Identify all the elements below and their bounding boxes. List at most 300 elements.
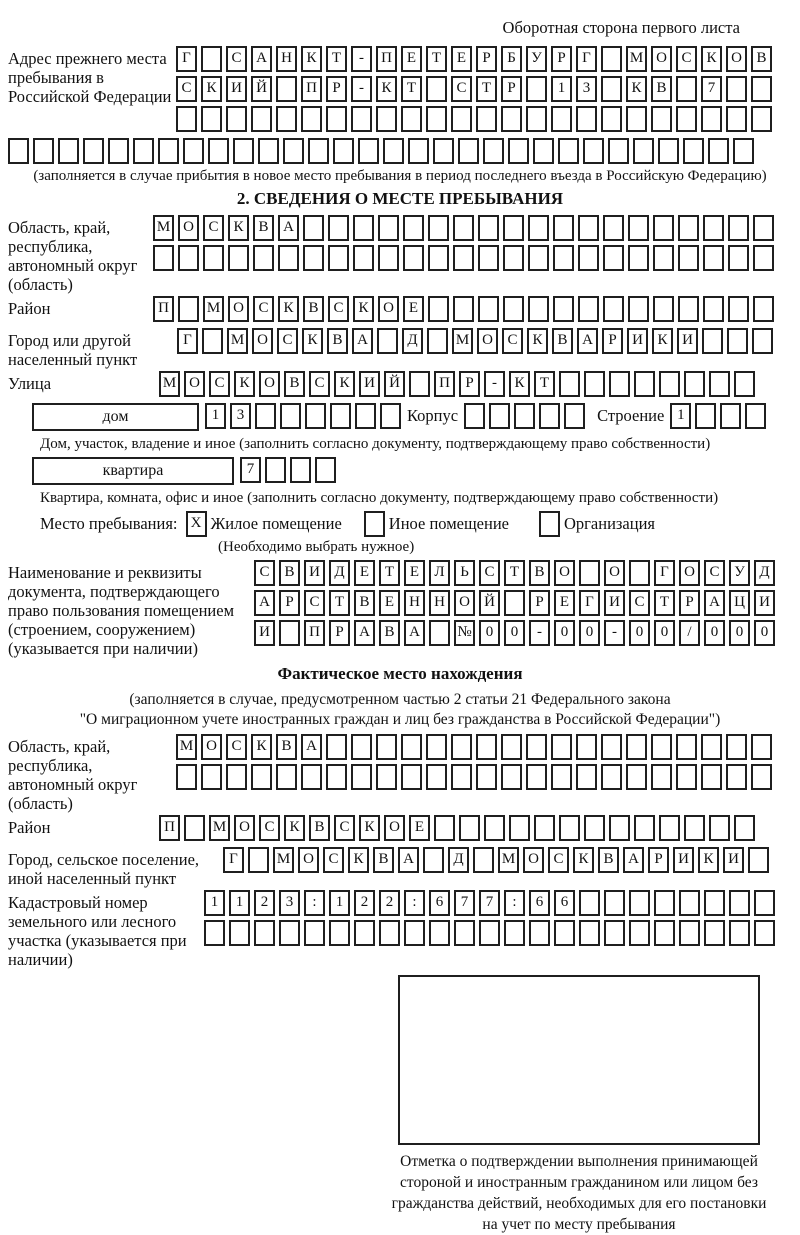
char-cell[interactable]: А <box>577 328 598 354</box>
char-cell[interactable]: 0 <box>629 620 650 646</box>
char-cell[interactable] <box>653 215 674 241</box>
char-cell[interactable]: О <box>228 296 249 322</box>
char-cell[interactable]: У <box>526 46 547 72</box>
char-cell[interactable]: О <box>554 560 575 586</box>
char-cell[interactable] <box>153 245 174 271</box>
char-cell[interactable] <box>678 245 699 271</box>
char-cell[interactable] <box>176 764 197 790</box>
char-cell[interactable] <box>504 920 525 946</box>
char-cell[interactable]: И <box>673 847 694 873</box>
char-cell[interactable] <box>315 457 336 483</box>
char-cell[interactable] <box>328 215 349 241</box>
char-cell[interactable]: Т <box>326 46 347 72</box>
char-cell[interactable] <box>704 920 725 946</box>
char-cell[interactable]: С <box>209 371 230 397</box>
char-cell[interactable] <box>709 815 730 841</box>
char-cell[interactable]: Р <box>529 590 550 616</box>
char-cell[interactable] <box>276 764 297 790</box>
char-cell[interactable]: Д <box>402 328 423 354</box>
char-cell[interactable]: Е <box>354 560 375 586</box>
char-cell[interactable] <box>376 764 397 790</box>
char-cell[interactable]: К <box>334 371 355 397</box>
char-cell[interactable] <box>754 920 775 946</box>
char-cell[interactable] <box>453 245 474 271</box>
char-cell[interactable] <box>290 457 311 483</box>
char-cell[interactable] <box>634 815 655 841</box>
char-cell[interactable] <box>329 920 350 946</box>
char-cell[interactable] <box>401 734 422 760</box>
char-cell[interactable] <box>653 296 674 322</box>
char-cell[interactable] <box>654 920 675 946</box>
char-cell[interactable]: Е <box>401 46 422 72</box>
char-cell[interactable]: Р <box>602 328 623 354</box>
char-cell[interactable] <box>651 734 672 760</box>
char-cell[interactable] <box>201 46 222 72</box>
char-cell[interactable] <box>202 328 223 354</box>
char-cell[interactable]: А <box>704 590 725 616</box>
char-cell[interactable] <box>609 815 630 841</box>
char-cell[interactable] <box>333 138 354 164</box>
char-cell[interactable]: 2 <box>354 890 375 916</box>
char-cell[interactable] <box>629 920 650 946</box>
char-cell[interactable] <box>601 46 622 72</box>
char-cell[interactable] <box>426 764 447 790</box>
char-cell[interactable] <box>403 245 424 271</box>
char-cell[interactable]: К <box>698 847 719 873</box>
char-cell[interactable] <box>629 890 650 916</box>
char-cell[interactable]: М <box>452 328 473 354</box>
char-cell[interactable]: : <box>504 890 525 916</box>
char-cell[interactable] <box>178 296 199 322</box>
char-cell[interactable] <box>604 920 625 946</box>
char-cell[interactable]: Р <box>679 590 700 616</box>
char-cell[interactable] <box>509 815 530 841</box>
char-cell[interactable]: М <box>153 215 174 241</box>
char-cell[interactable] <box>684 815 705 841</box>
char-cell[interactable]: Р <box>551 46 572 72</box>
char-cell[interactable]: Е <box>451 46 472 72</box>
char-cell[interactable] <box>478 245 499 271</box>
char-cell[interactable]: Р <box>648 847 669 873</box>
char-cell[interactable] <box>727 328 748 354</box>
char-cell[interactable] <box>533 138 554 164</box>
char-cell[interactable]: К <box>376 76 397 102</box>
char-cell[interactable] <box>626 106 647 132</box>
char-cell[interactable]: Т <box>654 590 675 616</box>
char-cell[interactable] <box>559 815 580 841</box>
char-cell[interactable] <box>526 764 547 790</box>
char-cell[interactable] <box>429 920 450 946</box>
char-cell[interactable]: Ц <box>729 590 750 616</box>
char-cell[interactable]: И <box>677 328 698 354</box>
char-cell[interactable] <box>753 296 774 322</box>
char-cell[interactable]: Г <box>177 328 198 354</box>
char-cell[interactable]: Н <box>276 46 297 72</box>
char-cell[interactable]: 0 <box>554 620 575 646</box>
char-cell[interactable]: Б <box>501 46 522 72</box>
char-cell[interactable]: Т <box>401 76 422 102</box>
char-cell[interactable]: 1 <box>205 403 226 429</box>
char-cell[interactable]: А <box>352 328 373 354</box>
char-cell[interactable] <box>503 215 524 241</box>
stay-option-residential-checkbox[interactable] <box>186 511 211 537</box>
char-cell[interactable] <box>304 920 325 946</box>
char-cell[interactable]: М <box>273 847 294 873</box>
char-cell[interactable]: 7 <box>454 890 475 916</box>
char-cell[interactable] <box>583 138 604 164</box>
char-cell[interactable]: 0 <box>729 620 750 646</box>
char-cell[interactable] <box>703 245 724 271</box>
char-cell[interactable] <box>528 296 549 322</box>
char-cell[interactable] <box>354 920 375 946</box>
stay-option-other-checkbox[interactable] <box>364 511 389 537</box>
char-cell[interactable]: К <box>626 76 647 102</box>
char-cell[interactable] <box>58 138 79 164</box>
char-cell[interactable]: И <box>604 590 625 616</box>
char-cell[interactable] <box>464 403 485 429</box>
char-cell[interactable]: Ь <box>454 560 475 586</box>
char-cell[interactable] <box>251 106 272 132</box>
char-cell[interactable]: С <box>479 560 500 586</box>
char-cell[interactable] <box>679 920 700 946</box>
char-cell[interactable]: С <box>629 590 650 616</box>
char-cell[interactable] <box>353 215 374 241</box>
char-cell[interactable]: А <box>251 46 272 72</box>
char-cell[interactable]: 0 <box>504 620 525 646</box>
char-cell[interactable] <box>476 106 497 132</box>
char-cell[interactable] <box>255 403 276 429</box>
char-cell[interactable] <box>254 920 275 946</box>
char-cell[interactable]: Д <box>329 560 350 586</box>
char-cell[interactable]: Е <box>379 590 400 616</box>
char-cell[interactable]: С <box>451 76 472 102</box>
char-cell[interactable]: В <box>529 560 550 586</box>
char-cell[interactable] <box>578 245 599 271</box>
char-cell[interactable] <box>683 138 704 164</box>
char-cell[interactable] <box>751 764 772 790</box>
char-cell[interactable] <box>458 138 479 164</box>
char-cell[interactable] <box>508 138 529 164</box>
char-cell[interactable] <box>634 371 655 397</box>
char-cell[interactable]: 3 <box>279 890 300 916</box>
char-cell[interactable] <box>534 815 555 841</box>
char-cell[interactable]: Р <box>329 620 350 646</box>
char-cell[interactable] <box>278 245 299 271</box>
char-cell[interactable]: Й <box>479 590 500 616</box>
char-cell[interactable] <box>378 245 399 271</box>
char-cell[interactable]: С <box>203 215 224 241</box>
char-cell[interactable] <box>628 296 649 322</box>
char-cell[interactable] <box>351 106 372 132</box>
char-cell[interactable] <box>308 138 329 164</box>
char-cell[interactable]: В <box>751 46 772 72</box>
char-cell[interactable]: - <box>351 76 372 102</box>
char-cell[interactable] <box>728 296 749 322</box>
char-cell[interactable]: 0 <box>654 620 675 646</box>
char-cell[interactable] <box>208 138 229 164</box>
char-cell[interactable] <box>726 734 747 760</box>
char-cell[interactable]: О <box>454 590 475 616</box>
char-cell[interactable] <box>433 138 454 164</box>
char-cell[interactable] <box>584 815 605 841</box>
char-cell[interactable] <box>726 76 747 102</box>
char-cell[interactable]: П <box>159 815 180 841</box>
char-cell[interactable] <box>376 106 397 132</box>
char-cell[interactable] <box>305 403 326 429</box>
char-cell[interactable] <box>383 138 404 164</box>
char-cell[interactable] <box>726 764 747 790</box>
char-cell[interactable] <box>326 734 347 760</box>
char-cell[interactable] <box>364 511 385 537</box>
char-cell[interactable]: 7 <box>240 457 261 483</box>
char-cell[interactable] <box>377 328 398 354</box>
char-cell[interactable] <box>380 403 401 429</box>
char-cell[interactable] <box>476 734 497 760</box>
char-cell[interactable] <box>526 734 547 760</box>
char-cell[interactable]: М <box>498 847 519 873</box>
char-cell[interactable] <box>258 138 279 164</box>
char-cell[interactable]: О <box>259 371 280 397</box>
char-cell[interactable] <box>579 560 600 586</box>
char-cell[interactable] <box>378 215 399 241</box>
char-cell[interactable] <box>201 106 222 132</box>
char-cell[interactable] <box>204 920 225 946</box>
char-cell[interactable]: М <box>203 296 224 322</box>
char-cell[interactable] <box>403 215 424 241</box>
char-cell[interactable]: 1 <box>551 76 572 102</box>
char-cell[interactable]: 1 <box>229 890 250 916</box>
char-cell[interactable]: И <box>226 76 247 102</box>
char-cell[interactable] <box>528 245 549 271</box>
char-cell[interactable] <box>428 296 449 322</box>
char-cell[interactable] <box>578 215 599 241</box>
char-cell[interactable]: К <box>573 847 594 873</box>
char-cell[interactable]: О <box>184 371 205 397</box>
char-cell[interactable] <box>303 245 324 271</box>
char-cell[interactable] <box>628 215 649 241</box>
char-cell[interactable]: - <box>351 46 372 72</box>
char-cell[interactable] <box>676 764 697 790</box>
char-cell[interactable] <box>703 215 724 241</box>
char-cell[interactable] <box>133 138 154 164</box>
char-cell[interactable] <box>603 245 624 271</box>
char-cell[interactable]: С <box>226 46 247 72</box>
char-cell[interactable]: Г <box>654 560 675 586</box>
char-cell[interactable] <box>609 371 630 397</box>
char-cell[interactable] <box>226 106 247 132</box>
char-cell[interactable] <box>628 245 649 271</box>
char-cell[interactable] <box>529 920 550 946</box>
char-cell[interactable] <box>526 76 547 102</box>
char-cell[interactable]: Р <box>501 76 522 102</box>
char-cell[interactable]: В <box>276 734 297 760</box>
char-cell[interactable] <box>752 328 773 354</box>
char-cell[interactable] <box>423 847 444 873</box>
char-cell[interactable] <box>726 106 747 132</box>
char-cell[interactable]: Е <box>409 815 430 841</box>
char-cell[interactable] <box>358 138 379 164</box>
char-cell[interactable]: И <box>304 560 325 586</box>
char-cell[interactable] <box>401 106 422 132</box>
char-cell[interactable] <box>539 403 560 429</box>
char-cell[interactable] <box>659 371 680 397</box>
char-cell[interactable]: И <box>627 328 648 354</box>
char-cell[interactable] <box>483 138 504 164</box>
char-cell[interactable]: 1 <box>670 403 691 429</box>
char-cell[interactable]: Т <box>534 371 555 397</box>
char-cell[interactable] <box>353 245 374 271</box>
char-cell[interactable]: О <box>604 560 625 586</box>
char-cell[interactable]: О <box>477 328 498 354</box>
char-cell[interactable] <box>633 138 654 164</box>
char-cell[interactable]: Л <box>429 560 450 586</box>
char-cell[interactable] <box>429 620 450 646</box>
char-cell[interactable] <box>701 734 722 760</box>
char-cell[interactable]: Т <box>504 560 525 586</box>
char-cell[interactable] <box>501 106 522 132</box>
char-cell[interactable]: С <box>676 46 697 72</box>
char-cell[interactable] <box>226 764 247 790</box>
char-cell[interactable] <box>451 106 472 132</box>
char-cell[interactable]: 0 <box>479 620 500 646</box>
char-cell[interactable] <box>626 764 647 790</box>
char-cell[interactable] <box>351 764 372 790</box>
char-cell[interactable]: В <box>354 590 375 616</box>
char-cell[interactable]: 2 <box>379 890 400 916</box>
char-cell[interactable]: М <box>209 815 230 841</box>
char-cell[interactable]: К <box>251 734 272 760</box>
char-cell[interactable]: - <box>529 620 550 646</box>
char-cell[interactable] <box>734 371 755 397</box>
char-cell[interactable] <box>426 734 447 760</box>
char-cell[interactable]: П <box>301 76 322 102</box>
char-cell[interactable] <box>451 734 472 760</box>
char-cell[interactable] <box>601 106 622 132</box>
char-cell[interactable] <box>478 215 499 241</box>
char-cell[interactable] <box>551 764 572 790</box>
char-cell[interactable]: А <box>254 590 275 616</box>
char-cell[interactable]: Г <box>579 590 600 616</box>
char-cell[interactable]: 7 <box>479 890 500 916</box>
char-cell[interactable] <box>701 106 722 132</box>
char-cell[interactable]: Р <box>459 371 480 397</box>
char-cell[interactable]: А <box>301 734 322 760</box>
char-cell[interactable]: О <box>234 815 255 841</box>
char-cell[interactable]: / <box>679 620 700 646</box>
char-cell[interactable] <box>303 215 324 241</box>
char-cell[interactable]: О <box>384 815 405 841</box>
char-cell[interactable] <box>553 215 574 241</box>
char-cell[interactable]: Е <box>554 590 575 616</box>
char-cell[interactable]: М <box>176 734 197 760</box>
char-cell[interactable]: К <box>701 46 722 72</box>
char-cell[interactable]: Н <box>404 590 425 616</box>
char-cell[interactable]: Й <box>251 76 272 102</box>
char-cell[interactable] <box>178 245 199 271</box>
char-cell[interactable]: Т <box>426 46 447 72</box>
char-cell[interactable] <box>703 296 724 322</box>
char-cell[interactable]: П <box>153 296 174 322</box>
char-cell[interactable]: В <box>279 560 300 586</box>
char-cell[interactable] <box>526 106 547 132</box>
char-cell[interactable]: Г <box>176 46 197 72</box>
char-cell[interactable] <box>459 815 480 841</box>
char-cell[interactable] <box>514 403 535 429</box>
char-cell[interactable]: О <box>378 296 399 322</box>
char-cell[interactable]: Т <box>476 76 497 102</box>
char-cell[interactable] <box>753 215 774 241</box>
char-cell[interactable] <box>658 138 679 164</box>
char-cell[interactable] <box>626 734 647 760</box>
char-cell[interactable] <box>576 764 597 790</box>
char-cell[interactable]: Е <box>404 560 425 586</box>
char-cell[interactable] <box>678 296 699 322</box>
char-cell[interactable]: С <box>254 560 275 586</box>
char-cell[interactable] <box>453 215 474 241</box>
char-cell[interactable]: 6 <box>529 890 550 916</box>
char-cell[interactable] <box>453 296 474 322</box>
char-cell[interactable] <box>408 138 429 164</box>
char-cell[interactable] <box>489 403 510 429</box>
char-cell[interactable] <box>601 76 622 102</box>
char-cell[interactable] <box>676 734 697 760</box>
char-cell[interactable]: П <box>304 620 325 646</box>
char-cell[interactable]: У <box>729 560 750 586</box>
char-cell[interactable] <box>564 403 585 429</box>
char-cell[interactable] <box>355 403 376 429</box>
char-cell[interactable] <box>559 371 580 397</box>
char-cell[interactable] <box>601 764 622 790</box>
char-cell[interactable] <box>551 106 572 132</box>
char-cell[interactable] <box>604 890 625 916</box>
char-cell[interactable]: О <box>651 46 672 72</box>
char-cell[interactable]: № <box>454 620 475 646</box>
char-cell[interactable] <box>409 371 430 397</box>
char-cell[interactable]: К <box>353 296 374 322</box>
char-cell[interactable]: И <box>723 847 744 873</box>
char-cell[interactable]: 3 <box>230 403 251 429</box>
char-cell[interactable] <box>301 106 322 132</box>
char-cell[interactable]: О <box>201 734 222 760</box>
char-cell[interactable]: К <box>278 296 299 322</box>
char-cell[interactable] <box>184 815 205 841</box>
char-cell[interactable]: Р <box>279 590 300 616</box>
char-cell[interactable]: К <box>284 815 305 841</box>
char-cell[interactable]: К <box>301 46 322 72</box>
char-cell[interactable]: В <box>651 76 672 102</box>
char-cell[interactable]: 7 <box>701 76 722 102</box>
char-cell[interactable] <box>83 138 104 164</box>
char-cell[interactable] <box>554 920 575 946</box>
char-cell[interactable]: П <box>434 371 455 397</box>
char-cell[interactable]: В <box>598 847 619 873</box>
char-cell[interactable]: 6 <box>429 890 450 916</box>
char-cell[interactable] <box>704 890 725 916</box>
char-cell[interactable]: И <box>754 590 775 616</box>
char-cell[interactable] <box>558 138 579 164</box>
char-cell[interactable] <box>579 920 600 946</box>
char-cell[interactable] <box>228 245 249 271</box>
char-cell[interactable] <box>229 920 250 946</box>
char-cell[interactable] <box>684 371 705 397</box>
char-cell[interactable]: 2 <box>254 890 275 916</box>
char-cell[interactable]: К <box>359 815 380 841</box>
char-cell[interactable] <box>751 106 772 132</box>
char-cell[interactable] <box>280 403 301 429</box>
char-cell[interactable]: К <box>652 328 673 354</box>
char-cell[interactable] <box>708 138 729 164</box>
char-cell[interactable]: В <box>379 620 400 646</box>
